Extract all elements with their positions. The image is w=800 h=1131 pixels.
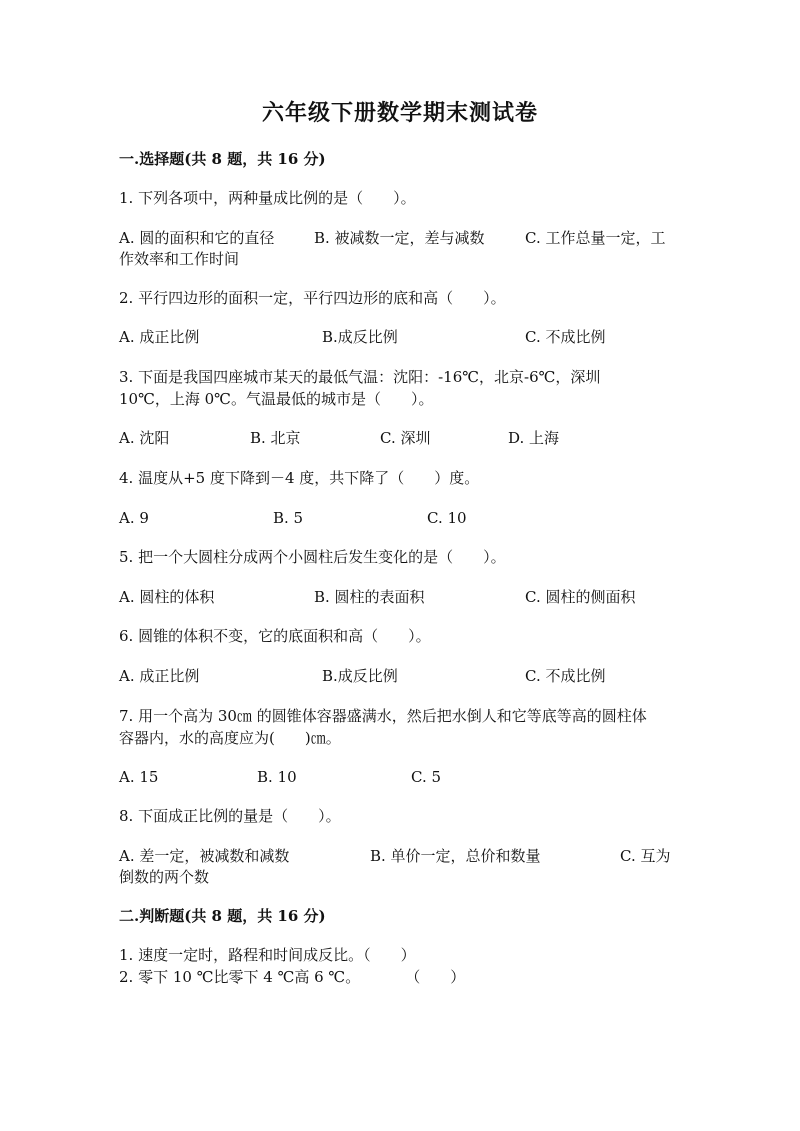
question-1-option-b: B. 被减数一定，差与减数: [314, 229, 485, 247]
question-8-option-c: C. 互为: [620, 847, 671, 865]
question-7-stem-line-2: 容器内，水的高度应为( )㎝。: [119, 729, 341, 747]
question-3-option-d: D. 上海: [508, 429, 560, 447]
section-heading-judgement: 二.判断题(共 8 题，共 16 分): [119, 907, 326, 925]
question-7-option-a: A. 15: [119, 768, 159, 786]
question-6-option-c: C. 不成比例: [525, 667, 606, 685]
question-2-option-c: C. 不成比例: [525, 328, 606, 346]
question-6-option-a: A. 成正比例: [119, 667, 200, 685]
question-5-stem: 5. 把一个大圆柱分成两个小圆柱后发生变化的是（ ）。: [119, 548, 506, 566]
question-7-option-c: C. 5: [411, 768, 442, 786]
question-1-option-a: A. 圆的面积和它的直径: [119, 229, 275, 247]
question-4-option-a: A. 9: [119, 509, 149, 527]
question-3-stem-line-1: 3. 下面是我国四座城市某天的最低气温：沈阳：-16℃，北京-6℃，深圳: [119, 368, 601, 386]
page-title: 六年级下册数学期末测试卷: [261, 100, 538, 126]
question-3-stem-line-2: 10℃，上海 0℃。气温最低的城市是（ ）。: [119, 390, 434, 408]
question-4-stem: 4. 温度从+5 度下降到－4 度，共下降了（ ）度。: [119, 469, 480, 487]
judgement-item-1: 1. 速度一定时，路程和时间成反比。（ ）: [119, 946, 416, 964]
question-8-option-b: B. 单价一定，总价和数量: [370, 847, 541, 865]
question-7-option-b: B. 10: [257, 768, 297, 786]
question-6-option-b: B.成反比例: [322, 667, 398, 685]
judgement-item-2: 2. 零下 10 ℃比零下 4 ℃高 6 ℃。 （ ）: [119, 968, 466, 986]
question-3-option-b: B. 北京: [250, 429, 301, 447]
question-5-option-b: B. 圆柱的表面积: [314, 588, 425, 606]
question-8-option-a: A. 差一定，被减数和减数: [119, 847, 290, 865]
question-3-option-a: A. 沈阳: [119, 429, 170, 447]
question-1-option-c: C. 工作总量一定，工: [525, 229, 666, 247]
question-7-stem-line-1: 7. 用一个高为 30㎝ 的圆锥体容器盛满水，然后把水倒人和它等底等高的圆柱体: [119, 707, 647, 725]
question-6-stem: 6. 圆锥的体积不变，它的底面积和高（ ）。: [119, 627, 431, 645]
question-5-option-c: C. 圆柱的侧面积: [525, 588, 636, 606]
question-1-stem: 1. 下列各项中，两种量成比例的是（ ）。: [119, 189, 416, 207]
question-2-option-a: A. 成正比例: [119, 328, 200, 346]
question-3-option-c: C. 深圳: [380, 429, 431, 447]
section-heading-choice: 一.选择题(共 8 题，共 16 分): [119, 150, 326, 168]
question-8-stem: 8. 下面成正比例的量是（ ）。: [119, 807, 341, 825]
question-8-option-c-continued: 倒数的两个数: [119, 868, 210, 886]
question-2-stem: 2. 平行四边形的面积一定，平行四边形的底和高（ ）。: [119, 289, 506, 307]
question-2-option-b: B.成反比例: [322, 328, 398, 346]
question-4-option-c: C. 10: [427, 509, 467, 527]
question-1-option-c-continued: 作效率和工作时间: [119, 250, 240, 268]
question-5-option-a: A. 圆柱的体积: [119, 588, 215, 606]
question-4-option-b: B. 5: [273, 509, 304, 527]
